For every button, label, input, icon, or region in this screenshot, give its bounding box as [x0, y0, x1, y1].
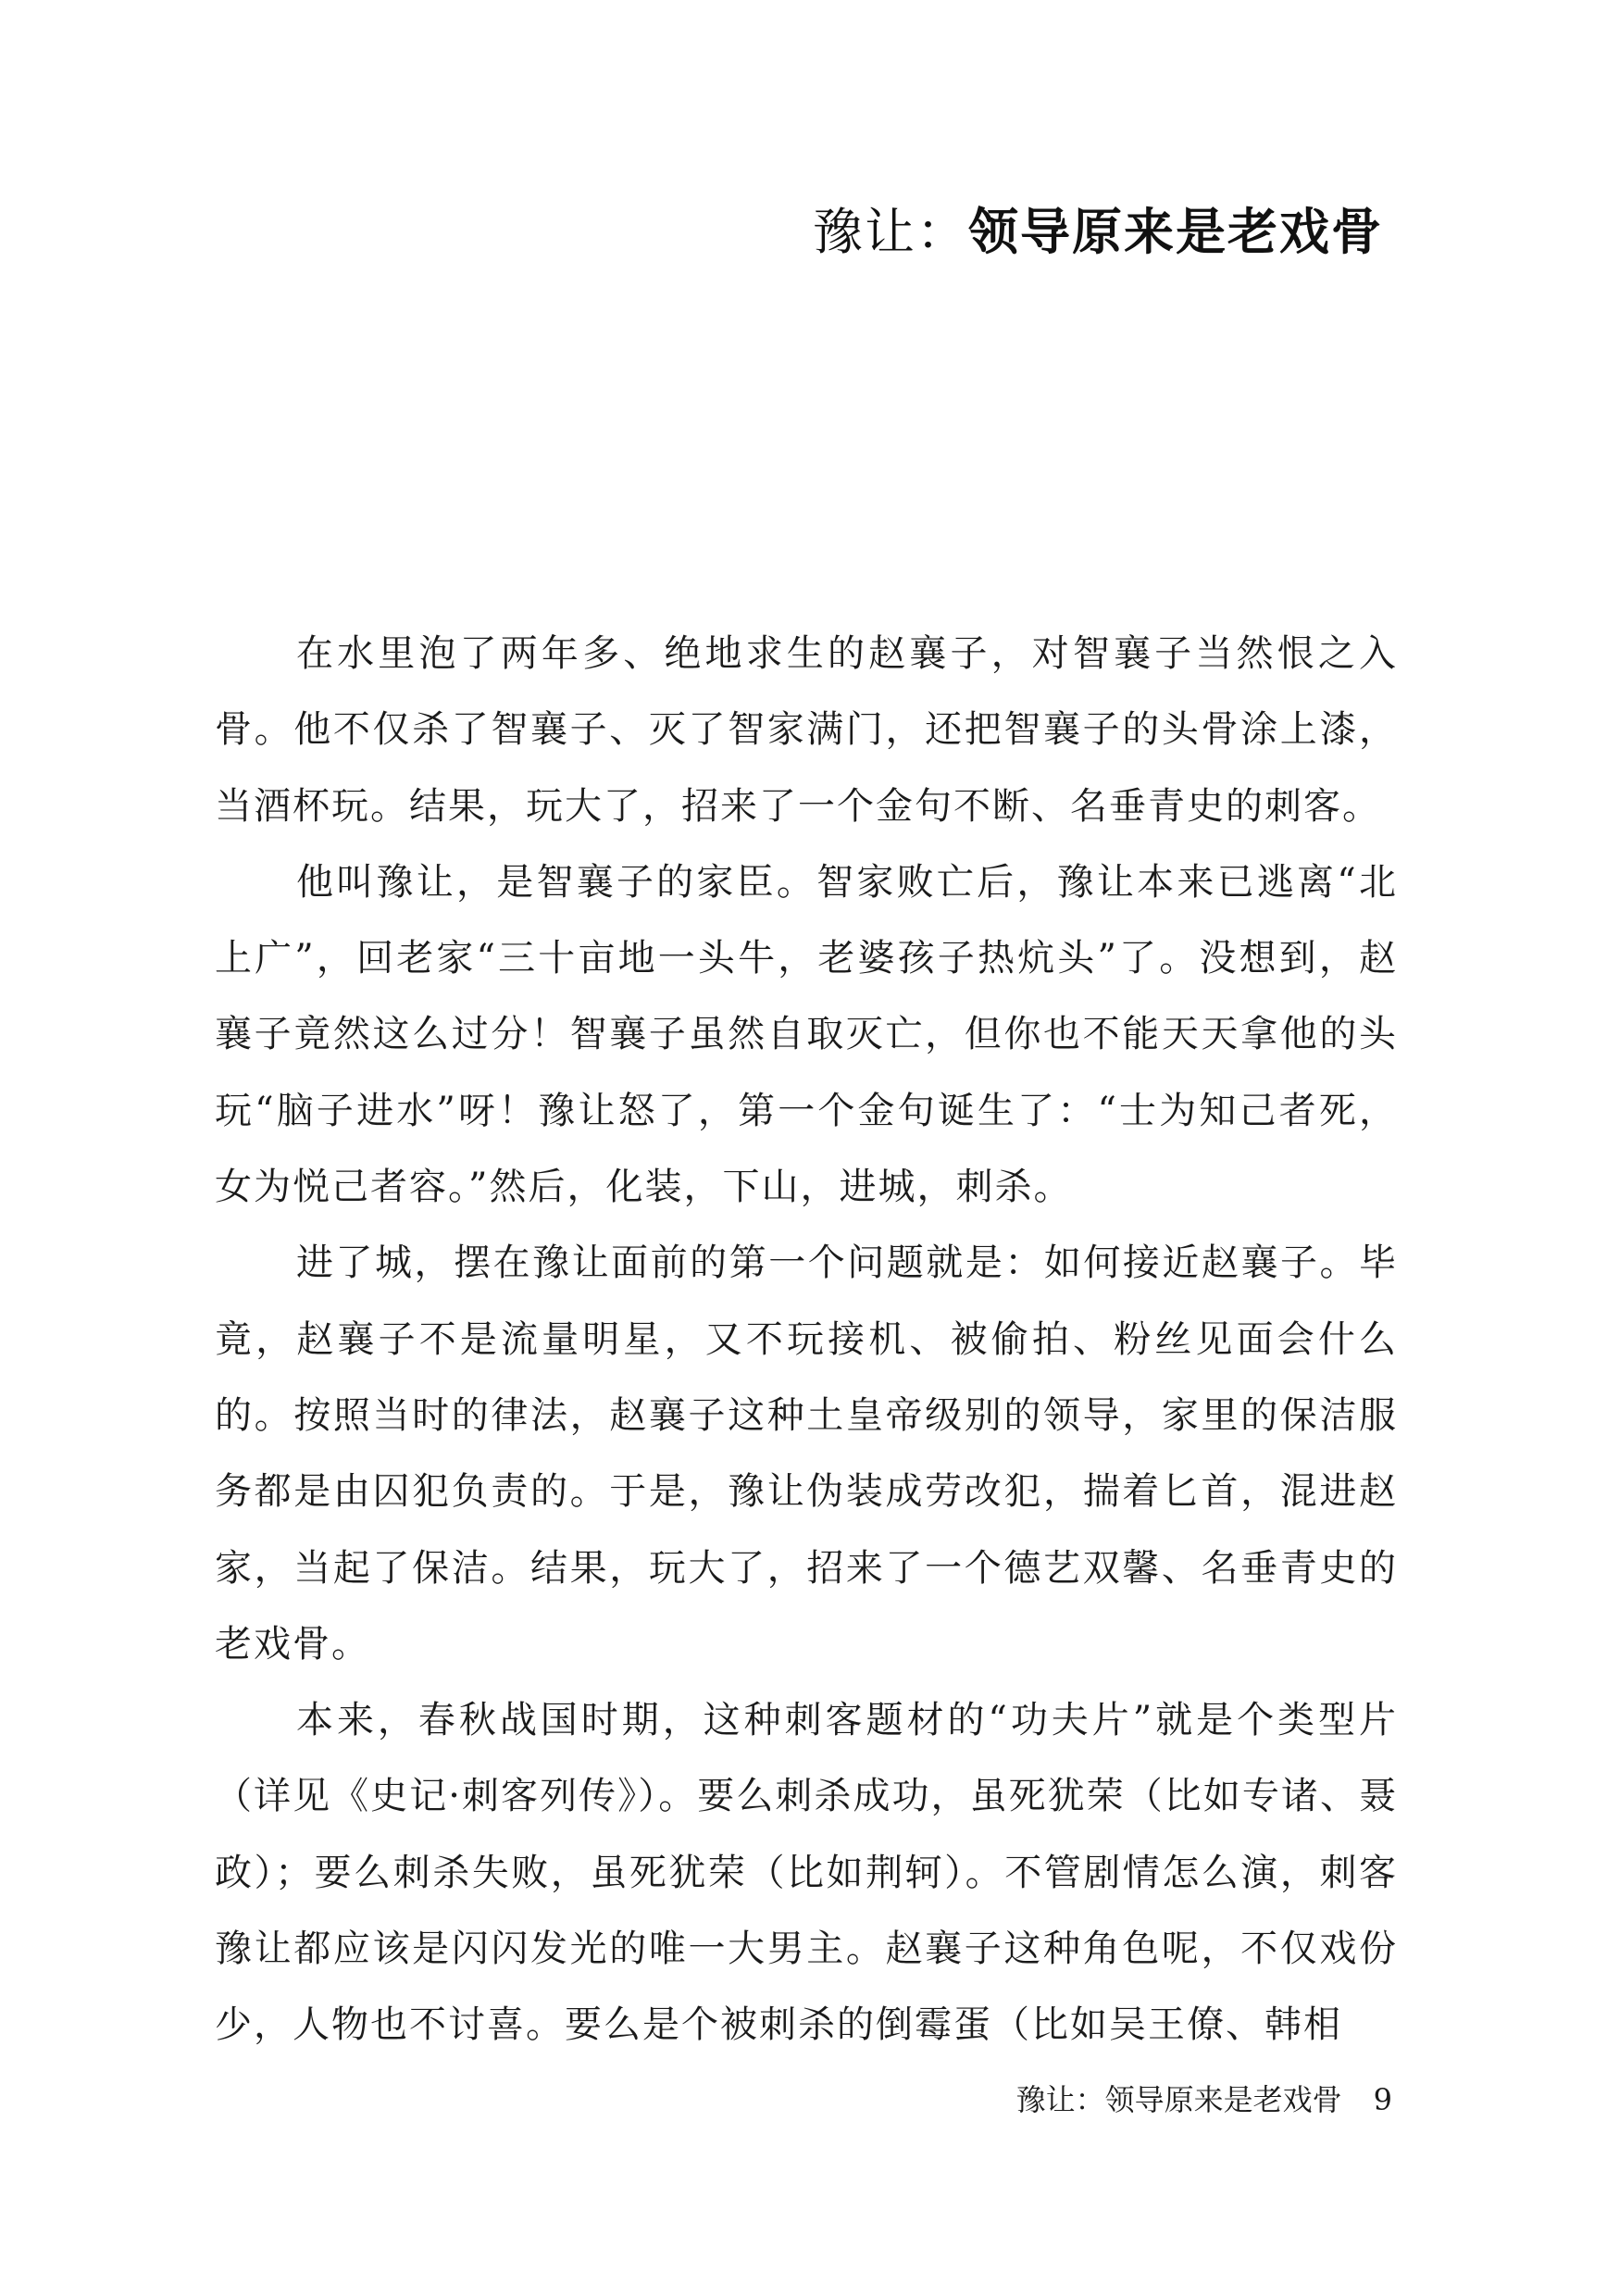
chapter-title-name: 豫让 [813, 203, 916, 261]
chapter-title-subtitle: 领导原来是老戏骨 [968, 202, 1383, 261]
body-text [215, 616, 1398, 2064]
paragraph-2: 他叫豫让，是智襄子的家臣。智家败亡后，豫让本来已逃离“北上广”，回老家“三十亩地一头牛，老婆孩子热炕头”了。没想到，赵襄子竟然这么过分！智襄子虽然自取灭亡，但你也不能天天拿他的头玩“脑子进水”呀！豫让怒了，第一个金句诞生了：“士为知己者死，女为悦己者容。”然后，化装，下山，进城，刺杀。 [215, 860, 1398, 1209]
chapter-title [813, 199, 1383, 265]
chapter-title-separator: ： [916, 203, 968, 261]
page-footer [1016, 2081, 1392, 2118]
paragraph-4: 本来，春秋战国时期，这种刺客题材的“功夫片”就是个类型片（详见《史记·刺客列传》）。要么刺杀成功，虽死犹荣（比如专诸、聂政）；要么刺杀失败，虽死犹荣（比如荆轲）。不管剧情怎么演，刺客豫让都应该是闪闪发光的唯一大男主。赵襄子这种角色呢，不仅戏份少，人物也不讨喜。要么是个被刺杀的倒霉蛋（比如吴王僚、韩相 [215, 1699, 1398, 2047]
paragraph-1: 在水里泡了两年多、绝地求生的赵襄子，对智襄子当然恨之入骨。他不仅杀了智襄子、灭了智家满门，还把智襄子的头骨涂上漆，当酒杯玩。结果，玩大了，招来了一个金句不断、名垂青史的刺客。 [215, 632, 1398, 828]
paragraph-3: 进了城，摆在豫让面前的第一个问题就是：如何接近赵襄子。毕竟，赵襄子不是流量明星，又不玩接机、被偷拍、粉丝见面会什么的。按照当时的律法，赵襄子这种土皇帝级别的领导，家里的保洁服务都是由囚犯负责的。于是，豫让伪装成劳改犯，揣着匕首，混进赵家，当起了保洁。结果，玩大了，招来了一个德艺双馨、名垂青史的老戏骨。 [215, 1242, 1398, 1666]
page-number: 9 [1373, 2082, 1392, 2117]
running-title: 豫让：领导原来是老戏骨 [1015, 2082, 1342, 2117]
